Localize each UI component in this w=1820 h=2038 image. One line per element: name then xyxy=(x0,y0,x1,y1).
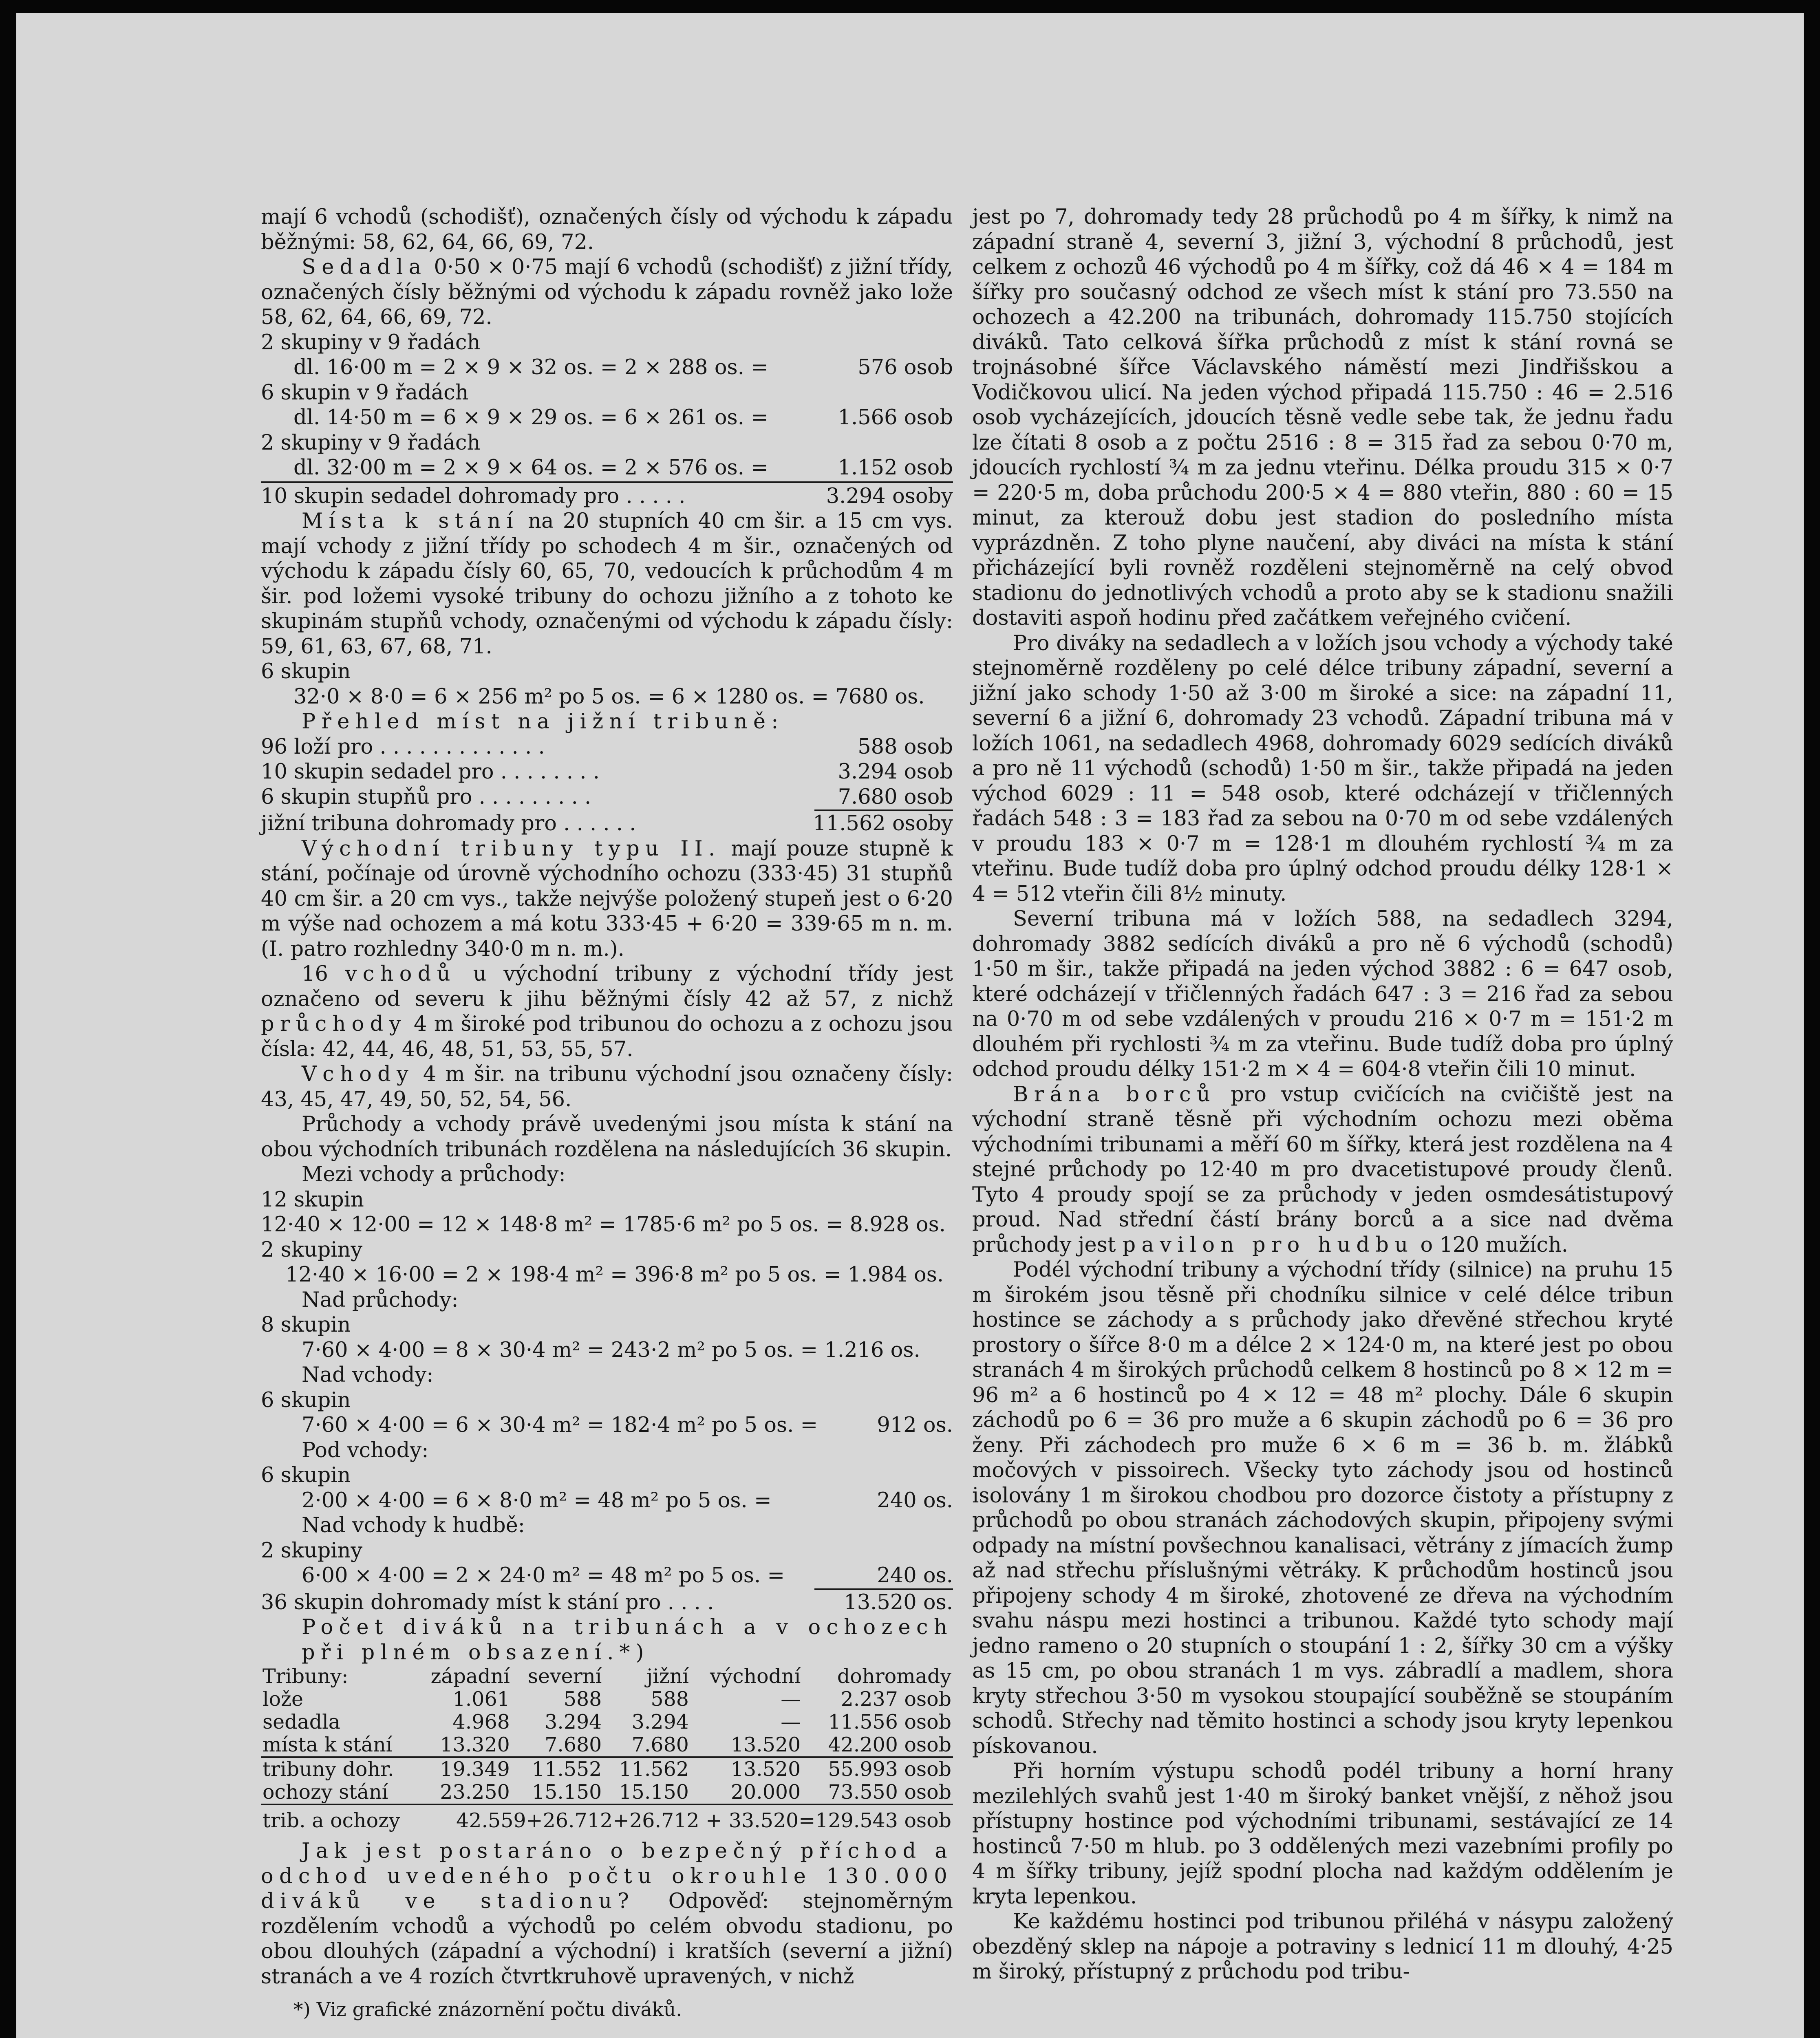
spaced-term: pavilon pro hudbu xyxy=(1122,1233,1414,1257)
table-cell: 588 xyxy=(651,1687,689,1711)
subheading: Mezi vchody a průchody: xyxy=(302,1162,566,1187)
paragraph xyxy=(261,1062,953,1112)
overview-line xyxy=(261,734,953,760)
section-heading: Počet diváků na tribunách a v ochozech při plném obsazení.*) xyxy=(302,1615,953,1665)
overview-line xyxy=(261,759,953,785)
table-cell: 15.150 xyxy=(512,1781,604,1804)
calc-expr: 7·60 × 4·00 = 6 × 30·4 m² = 182·4 m² po 5 os. = xyxy=(302,1413,818,1437)
calc-line: 6 skupin xyxy=(261,1388,351,1412)
overview-value: 588 osob xyxy=(858,734,953,759)
left-column xyxy=(261,205,953,2023)
table-cell: ochozy stání xyxy=(261,1781,413,1804)
spaced-term: Východní tribuny typu II. xyxy=(302,836,721,861)
calc-expr: dl. 16·00 m = 2 × 9 × 32 os. = 2 × 288 os. = xyxy=(293,355,768,379)
calc-line: 7·60 × 4·00 = 8 × 30·4 m² = 243·2 m² po 5 os. = 1.216 os. xyxy=(302,1338,920,1362)
calc-result: 240 os. xyxy=(877,1564,953,1588)
paragraph xyxy=(261,1839,953,1989)
calc-line: 6 skupin xyxy=(261,659,351,684)
paragraph: Pro diváky na sedadlech a v ložích jsou vchody a východy také stejnoměrně rozděleny po celé délce tribuny západní, severní a jižní jako schody 1·50 až 3·00 m široké a sice: na západní 11, severní 6 a jižní 6, dohromady 23 vchodů. Západní tribuna má v ložích 1061, na sedadlech 4968, dohromady 6029 sedících diváků a pro ně 11 východů (schodů) 1·50 m šir., takže připadá na jeden východ 6029 : 11 = 548 osob, které odcházejí v třičlenných řadách 548 : 3 = 183 řad za sebou na 0·70 m od sebe vzdálených v proudu 183 × 0·7 m = 128·1 m dlouhém rychlostí ¾ m za vteřinu. Bude tudíž doba pro úplný odchod proudu délky 128·1 × 4 = 512 vteřin čili 8½ minuty. xyxy=(972,631,1673,906)
table-cell: 42.200 osob xyxy=(802,1734,953,1757)
sum-label: 10 skupin sedadel dohromady pro . . . . . xyxy=(261,484,686,508)
table-cell: 19.349 xyxy=(440,1758,510,1781)
table-row xyxy=(261,1757,953,1781)
overview-value: 3.294 osob xyxy=(838,760,953,784)
table-cell: 55.993 osob xyxy=(828,1758,951,1781)
paragraph: Průchody a vchody právě uvedenými jsou místa k stání na obou východních tribunách rozdělena na následujících 36 skupin. xyxy=(261,1112,953,1162)
table-cell: 7.680 xyxy=(603,1734,690,1757)
table-cell: 15.150 xyxy=(603,1781,690,1804)
calc-line: 2 skupiny v 9 řadách xyxy=(261,330,481,355)
table-cell: 3.294 xyxy=(545,1710,602,1734)
overview-line xyxy=(261,785,953,810)
calc-line xyxy=(261,1413,953,1438)
overview-value: 7.680 osob xyxy=(838,785,953,809)
table-cell: 7.680 xyxy=(512,1734,604,1757)
calc-result: 912 os. xyxy=(877,1413,953,1437)
calc-line: 12·40 × 16·00 = 2 × 198·4 m² = 396·8 m² po 5 os. = 1.984 os. xyxy=(285,1263,944,1287)
subheading: Nad vchody k hudbě: xyxy=(302,1513,525,1537)
scanned-page xyxy=(16,13,1804,2038)
table-cell: 73.550 osob xyxy=(802,1781,953,1804)
calc-line: 2 skupiny v 9 řadách xyxy=(261,430,481,455)
table-cell: 20.000 xyxy=(690,1781,802,1804)
spaced-term: Sedadla xyxy=(302,255,427,279)
overview-label: 10 skupin sedadel pro . . . . . . . . xyxy=(261,760,600,784)
calc-expr: 6·00 × 4·00 = 2 × 24·0 m² = 48 m² po 5 os. = xyxy=(302,1564,785,1588)
table-total-row xyxy=(261,1804,953,1832)
overview-label: 6 skupin stupňů pro . . . . . . . . . xyxy=(261,785,591,809)
spaced-term: průchody xyxy=(261,1012,407,1036)
subheading: Nad průchody: xyxy=(302,1288,459,1312)
sum-label: 36 skupin dohromady míst k stání pro . . . . xyxy=(261,1590,714,1615)
table-header xyxy=(261,1665,953,1688)
table-header-cell: Tribuny: xyxy=(263,1665,349,1688)
table-cell: trib. a ochozy xyxy=(263,1809,400,1832)
section-heading: Přehled míst na jižní tribuně: xyxy=(302,710,784,734)
paragraph xyxy=(261,509,953,659)
calc-line xyxy=(261,355,953,380)
spaced-term: vchodů xyxy=(345,962,456,986)
spaced-term: Vchody xyxy=(302,1062,415,1086)
calc-line xyxy=(261,405,953,430)
table-header-cell: severní xyxy=(527,1665,602,1688)
calc-line: 6 skupin v 9 řadách xyxy=(261,380,469,405)
paragraph: mají 6 vchodů (schodišť), označených čísly od východu k západu běžnými: 58, 62, 64, 66, 69, 72. xyxy=(261,205,953,254)
calc-expr: dl. 32·00 m = 2 × 9 × 64 os. = 2 × 576 os. = xyxy=(293,456,768,480)
table-row xyxy=(261,1734,953,1757)
footnote: *) Viz grafické znázornění počtu diváků. xyxy=(293,1998,682,2021)
table-cell: 13.520 xyxy=(730,1758,801,1781)
table-cell: 588 xyxy=(563,1687,602,1711)
table-cell: lože xyxy=(263,1687,303,1711)
table-total: 42.559+26.712+26.712 + 33.520=129.543 osob xyxy=(456,1809,951,1832)
divider xyxy=(261,481,953,483)
paragraph-text: pro vstup cvičících na cvičiště jest na východní straně těsně při východním ochozu mezi oběma východními tribunami a měří 60 m šířky, která jest rozdělena na 4 stejné průchody po 12·40 m pro dvacetistupové proudy členů. Tyto 4 proudy spojí se za průchody v jeden osmdesátistupový proud. Nad střední částí brány borců a a sice nad dvěma průchody jest xyxy=(972,1082,1673,1257)
paragraph-text: 4 m široké pod tribunou do ochozu a z ochozu jsou čísla: 42, 44, 46, 48, 51, 53, 55, 57. xyxy=(261,1012,953,1061)
table-cell: — xyxy=(781,1687,801,1711)
table-header-cell: východní xyxy=(710,1665,801,1688)
sum-value: 3.294 osoby xyxy=(826,484,953,508)
table-cell: místa k stání xyxy=(261,1734,413,1757)
spaced-term: Brána borců xyxy=(1013,1082,1216,1107)
calc-line xyxy=(261,1488,953,1513)
table-row xyxy=(261,1711,953,1734)
calc-expr: 2·00 × 4·00 = 6 × 8·0 m² = 48 m² po 5 os. = xyxy=(302,1488,772,1513)
table-cell: 4.968 xyxy=(452,1710,510,1734)
paragraph: Při horním výstupu schodů podél tribuny a horní hrany mezilehlých svahů jest 1·40 m široký banket vnější, z něhož jsou přístupny hostince pod východními tribunami, sestávající ze 14 hostinců 7·50 m hlub. po 3 oddělených mezi vazebními profily po 4 m šířky tribuny, jejíž spodní plocha nad každým oddělením je kryta lepenkou. xyxy=(972,1759,1673,1909)
overview-value: 11.562 osoby xyxy=(813,812,953,836)
sum-line xyxy=(261,484,953,509)
calc-line xyxy=(261,1563,953,1588)
table-cell: — xyxy=(781,1710,801,1734)
calc-line: 8 skupin xyxy=(261,1313,351,1337)
paragraph-text: 0·50 × 0·75 mají 6 vchodů (schodišť) z jižní třídy, označených čísly běžnými od východu k západu rovněž jako lože 58, 62, 64, 66, 69, 72. xyxy=(261,255,953,329)
subheading: Pod vchody: xyxy=(302,1438,429,1462)
paragraph-text: 16 xyxy=(302,962,345,986)
table-row xyxy=(261,1781,953,1804)
table-cell: tribuny dohr. xyxy=(263,1758,394,1781)
paragraph: Severní tribuna má v ložích 588, na sedadlech 3294, dohromady 3882 sedících diváků a pro ně 6 východů (schodů) 1·50 m šir., takže připadá na jeden východ 3882 : 6 = 647 osob, které odcházejí v třičlenných řadách 647 : 3 = 216 řad za sebou na 0·70 m od sebe vzdálených v proudu 216 × 0·7 m = 151·2 m dlouhém při rychlosti ¾ m za vteřinu. Bude tudíž doba pro úplný odchod proudu délky 151·2 m × 4 = 604·8 vteřin čili 10 minut. xyxy=(972,907,1673,1081)
calc-expr: dl. 14·50 m = 6 × 9 × 29 os. = 6 × 261 os. = xyxy=(293,406,768,430)
calc-line: 12 skupin xyxy=(261,1187,364,1212)
calc-result: 576 osob xyxy=(858,355,953,379)
calc-result: 1.152 osob xyxy=(838,456,953,480)
paragraph: Ke každému hostinci pod tribunou přiléhá v násypu založený obezděný sklep na nápoje a potraviny s lednicí 11 m dlouhý, 4·25 m široký, přístupný z průchodu pod tribu- xyxy=(972,1910,1673,1984)
table-cell: 1.061 xyxy=(452,1687,510,1711)
calc-line: 6 skupin xyxy=(261,1463,351,1487)
calc-line: 2 skupiny xyxy=(261,1237,363,1262)
table-cell: 11.552 xyxy=(532,1758,602,1781)
paragraph: jest po 7, dohromady tedy 28 průchodů po 4 m šířky, k nimž na západní straně 4, severní 3, jižní 3, východní 8 průchodů, jest celkem z ochozů 46 východů po 4 m šířky, což dá 46 × 4 = 184 m šířky pro současný odchod ze všech míst k stání pro 73.550 na ochozech a 42.200 na tribunách, dohromady 115.750 stojících diváků. Tato celková šířka průchodů z míst k stání rovná se trojnásobné šířce Václavského náměstí mezi Jindřišskou a Vodičkovou ulicí. Na jeden východ připadá 115.750 : 46 = 2.516 osob vycházejících, jdoucích těsně vedle sebe tak, že jednu řadu lze čítati 8 osob a z počtu 2516 : 8 = 315 řad za sebou 0·70 m, jdoucích rychlostí ¾ m za jednu vteřinu. Délka proudu 315 × 0·7 = 220·5 m, doba průchodu 200·5 × 4 = 880 vteřin, 880 : 60 = 15 minut, za kterouž dobu jest stadion do posledního místa vyprázdněn. Z toho plyne naučení, aby diváci na místa k stání přicházející byli rovněž rozděleni stejnoměrně na celý obvod stadionu do jednotlivých vchodů a proto aby se k stadionu snažili dostaviti aspoň hodinu před začátkem veřejného cvičení. xyxy=(972,205,1673,630)
table-cell: 2.237 osob xyxy=(841,1687,951,1711)
paragraph xyxy=(261,962,953,1062)
calc-line: 32·0 × 8·0 = 6 × 256 m² po 5 os. = 6 × 1280 os. = 7680 os. xyxy=(293,684,925,709)
table-cell: sedadla xyxy=(263,1710,340,1734)
spectator-table xyxy=(261,1665,953,1832)
table-header-cell: dohromady xyxy=(837,1665,951,1688)
calc-line: 2 skupiny xyxy=(261,1538,363,1563)
calc-result: 240 os. xyxy=(877,1488,953,1513)
subheading: Nad vchody: xyxy=(302,1363,434,1387)
paragraph-text: na 20 stupních 40 cm šir. a 15 cm vys. mají vchody z jižní třídy po schodech 4 m šir., označených od východu k západu čísly 60, 65, 70, vedoucích k průchodům 4 m šir. pod ložemi vysoké tribuny do ochozu jižního a z tohoto ke skupinám stupňů vchody, označenými od východu k západu čísly: 59, 61, 63, 67, 68, 71. xyxy=(261,509,953,659)
paragraph-text: u východní tribuny z východní třídy jest označeno od severu k jihu běžnými čísly 42 až 57, z nichž xyxy=(261,962,953,1011)
paragraph xyxy=(972,1082,1673,1258)
sum-line xyxy=(261,1590,953,1615)
paragraph-text: 4 m šir. na tribunu východní jsou označeny čísly: 43, 45, 47, 49, 50, 52, 54, 56. xyxy=(261,1062,953,1112)
spaced-term: Jak jest postaráno o bezpečný příchod a odchod uvedeného počtu okrouhle 130.000 diváků ve stadionu? xyxy=(261,1839,953,1913)
calc-line xyxy=(261,455,953,481)
table-header-cell: jižní xyxy=(646,1665,689,1688)
paragraph-text: o 120 mužích. xyxy=(1414,1233,1569,1257)
overview-label: 96 loží pro . . . . . . . . . . . . . xyxy=(261,734,545,759)
right-column xyxy=(972,205,1673,1985)
calc-result: 1.566 osob xyxy=(838,406,953,430)
table-cell: 23.250 xyxy=(413,1781,512,1804)
table-cell: 3.294 xyxy=(631,1710,689,1734)
spaced-term: Místa k stání xyxy=(302,509,519,533)
paragraph-text: mají pouze stupně k stání, počínaje od úrovně východního ochozu (333·45) 31 stupňů 40 cm šir. a 20 cm vys., takže nejvýše položený stupeň jest o 6·20 m výše nad ochozem a má kotu 333·45 + 6·20 = 339·65 m n. m. (I. patro rozhledny 340·0 m n. m.). xyxy=(261,836,953,961)
table-cell: 11.556 osob xyxy=(828,1710,951,1734)
calc-line: 12·40 × 12·00 = 12 × 148·8 m² = 1785·6 m² po 5 os. = 8.928 os. xyxy=(261,1213,946,1237)
table-header-cell: západní xyxy=(430,1665,510,1688)
sum-value: 13.520 os. xyxy=(844,1590,953,1615)
table-row xyxy=(261,1688,953,1711)
table-cell: 13.520 xyxy=(690,1734,802,1757)
table-cell: 13.320 xyxy=(413,1734,512,1757)
paragraph-text: Odpověď: stejnoměrným rozdělením vchodů a východů po celém obvodu stadionu, po obou dlouhých (západní a východní) i kratších (severní a jižní) stranách a ve 4 rozích čtvrtkruhově upravených, v nichž xyxy=(261,1889,953,1989)
overview-line xyxy=(261,811,953,836)
paragraph xyxy=(261,255,953,330)
table-cell: 11.562 xyxy=(619,1758,689,1781)
paragraph xyxy=(261,836,953,962)
paragraph: Podél východní tribuny a východní třídy (silnice) na pruhu 15 m širokém jsou těsně při chodníku silnice v celé délce tribun hostince se záchody a s průchody jako dřevěné střechou kryté prostory o šířce 8·0 m a délce 2 × 124·0 m, na které jest po obou stranách 4 m širokých průchodů celkem 8 hostinců po 8 × 12 m = 96 m² a 6 hostinců po 4 × 12 = 48 m² plochy. Dále 6 skupin záchodů po 6 = 36 pro muže a 6 skupin záchodů po 6 = 36 pro ženy. Při záchodech pro muže 6 × 6 m = 36 b. m. žlábků močových v pissoirech. Všecky tyto záchody jsou od hostinců isolovány 1 m širokou chodbou pro dozorce čistoty a přístupny z průchodů po obou stranách záchodových skupin, připojeny svými odpady na místní povšechnou kanalisaci, větrány z jímacích žump až nad střechu příslušnými větráky. K průchodům hostinců jsou připojeny schody 4 m široké, zhotovené ze dřeva na východním svahu náspu mezi hostinci a tribunou. Každé tyto schody mají jedno rameno o 20 stupních o stoupání 1 : 2, šířky 30 cm a výšky as 15 cm, po obou stranách 1 m vys. zábradlí a madlem, shora kryty střechou 3·50 m vysokou stoupající souběžně se stoupáním schodů. Střechy nad těmito hostinci a schody jsou kryty lepenkou pískovanou. xyxy=(972,1258,1673,1758)
overview-label: jižní tribuna dohromady pro . . . . . . xyxy=(261,812,636,836)
